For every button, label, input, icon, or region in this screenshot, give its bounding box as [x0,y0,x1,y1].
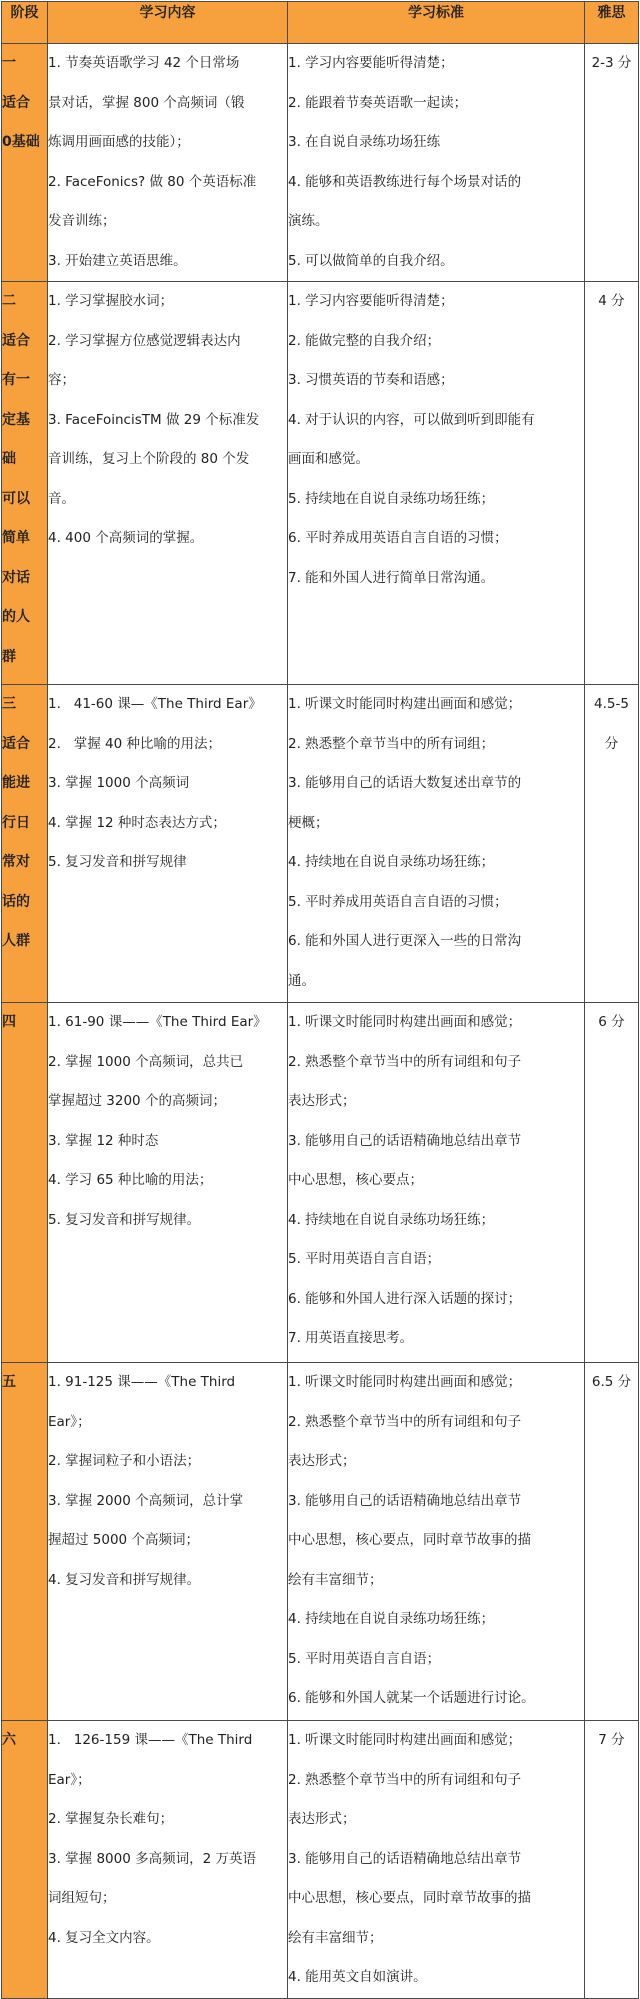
standard-line: 表达形式； [288,1093,356,1109]
content-line: 2. 掌握词粒子和小语法； [48,1453,201,1469]
standard-line: 3. 能够用自己的话语精确地总结出章节 [288,1132,522,1149]
standard-line: 2. 能做完整的自我介绍； [288,332,441,349]
stage-line: 一 [2,55,16,71]
standard-cell [288,282,585,685]
standard-line: 中心思想，核心要点； [288,1172,423,1188]
header-content: 学习内容 [48,2,288,44]
score-cell [585,44,639,282]
standard-line: 4. 持续地在自说自录练功场狂练； [288,1611,495,1627]
stage-line: 础 [2,451,16,467]
table-row [2,1363,639,1721]
standard-line: 3. 能够用自己的话语大数复述出章节的 [288,775,522,791]
score-line: 4 分 [598,293,625,309]
standard-line: 1. 学习内容要能听得清楚； [288,293,454,309]
standard-line: 3. 习惯英语的节奏和语感； [288,372,454,388]
table-row [2,685,639,1003]
content-line: 景对话，掌握 800 个高频词（锻 [48,94,245,111]
standard-line: 7. 能和外国人进行简单日常沟通。 [288,569,495,586]
table-row [2,1721,639,1999]
content-cell [48,44,288,282]
content-cell [48,685,288,1003]
content-line: 4. 400 个高频词的掌握。 [48,530,204,546]
standard-line: 2. 熟悉整个章节当中的所有词组和句子 [288,1771,522,1788]
standard-line: 2. 熟悉整个章节当中的所有词组和句子 [288,1413,522,1430]
curriculum-table [1,1,639,1999]
content-line: 4. 复习全文内容。 [48,1929,160,1946]
content-line: 1. 学习掌握胶水词； [48,293,174,309]
content-line: 3. 开始建立英语思维。 [48,252,187,269]
standard-line: 表达形式； [288,1453,356,1469]
stage-line: 适合 [2,332,30,349]
content-line: 掌握超过 3200 个的高频词； [48,1093,226,1109]
stage-line: 六 [2,1732,16,1748]
content-line: 发音训练； [48,213,116,229]
standard-line: 3. 能够用自己的话语精确地总结出章节 [288,1850,522,1867]
content-line: Ear》； [48,1771,91,1788]
standard-cell [288,685,585,1003]
content-line: 音训练，复习上个阶段的 80 个发 [48,451,250,467]
score-cell [585,685,639,1003]
standard-line: 中心思想，核心要点，同时章节故事的描 [288,1890,531,1906]
content-line: Ear》； [48,1413,91,1430]
standard-line: 梗概； [288,814,329,831]
score-cell [585,1003,639,1363]
standard-line: 4. 持续地在自说自录练功场狂练； [288,1211,495,1228]
stage-line: 三 [2,696,16,712]
stage-line: 的人 [2,609,30,625]
standard-line: 2. 能跟着节奏英语歌一起读； [288,94,468,111]
score-cell [585,282,639,685]
header-stage: 阶段 [2,2,48,44]
content-line: 1. 41-60 课—《The Third Ear》 [48,696,262,712]
content-line: 2. 学习掌握方位感觉逻辑表达内 [48,332,241,349]
stage-line: 适合 [2,94,30,111]
standard-line: 6. 平时养成用英语自言自语的习惯； [288,530,508,546]
score-cell [585,1721,639,1999]
standard-line: 6. 能和外国人进行更深入一些的日常沟 [288,933,522,949]
standard-line: 7. 用英语直接思考。 [288,1330,414,1346]
standard-line: 4. 对于认识的内容，可以做到听到即能有 [288,411,535,428]
stage-line: 对话 [2,569,30,586]
standard-line: 3. 能够用自己的话语精确地总结出章节 [288,1492,522,1509]
standard-line: 1. 听课文时能同时构建出画面和感觉； [288,696,522,712]
table-row [2,282,639,685]
stage-line: 话的 [2,893,30,910]
content-line: 4. 掌握 12 种时态表达方式； [48,814,226,831]
content-line: 3. FaceFoincisTM 做 29 个标准发 [48,411,260,428]
standard-cell [288,44,585,282]
stage-cell [2,1363,48,1721]
stage-line: 可以 [2,490,30,507]
content-line: 词组短句； [48,1890,116,1906]
score-line: 6.5 分 [591,1374,632,1390]
table-row [2,44,639,282]
stage-line: 二 [2,293,16,309]
content-line: 2. FaceFonics? 做 80 个英语标准 [48,173,257,190]
score-cell [585,1363,639,1721]
standard-cell [288,1721,585,1999]
standard-cell [288,1363,585,1721]
stage-line: 行日 [2,814,30,831]
standard-line: 绘有丰富细节； [288,1571,383,1588]
content-line: 3. 掌握 1000 个高频词 [48,775,190,791]
stage-line: 群 [2,648,16,665]
content-line: 5. 复习发音和拼写规律 [48,854,187,870]
content-line: 1. 91-125 课——《The Third [48,1374,236,1390]
standard-line: 2. 熟悉整个章节当中的所有词组和句子 [288,1053,522,1070]
content-line: 2. 掌握 1000 个高频词，总共已 [48,1053,244,1070]
standard-line: 绘有丰富细节； [288,1929,383,1946]
content-line: 容； [48,372,75,388]
stage-cell [2,1003,48,1363]
standard-line: 4. 能够和英语教练进行每个场景对话的 [288,173,522,190]
score-line: 6 分 [598,1014,625,1030]
stage-line: 0基础 [2,134,40,150]
standard-line: 4. 持续地在自说自录练功场狂练； [288,854,495,870]
stage-line: 简单 [2,530,30,546]
stage-line: 四 [2,1014,16,1030]
score-line: 2-3 分 [591,55,632,71]
standard-line: 中心思想，核心要点，同时章节故事的描 [288,1532,531,1548]
header-row [2,2,639,44]
standard-line: 演练。 [288,213,329,229]
content-cell [48,1003,288,1363]
stage-line: 有一 [2,372,30,388]
standard-line: 表达形式； [288,1811,356,1827]
standard-cell [288,1003,585,1363]
stage-cell [2,1721,48,1999]
standard-line: 5. 平时用英语自言自语； [288,1251,441,1267]
standard-line: 1. 听课文时能同时构建出画面和感觉； [288,1014,522,1030]
standard-line: 画面和感觉。 [288,451,369,467]
table-row [2,1003,639,1363]
content-cell [48,1721,288,1999]
stage-cell [2,282,48,685]
stage-line: 五 [2,1374,16,1390]
content-line: 炼调用画面感的技能）； [48,134,190,150]
standard-line: 2. 熟悉整个章节当中的所有词组； [288,735,495,752]
standard-line: 1. 听课文时能同时构建出画面和感觉； [288,1374,522,1390]
header-standard: 学习标准 [288,2,585,44]
stage-cell [2,685,48,1003]
stage-line: 适合 [2,735,30,752]
score-line: 分 [604,735,619,752]
content-line: 2. 掌握 40 种比喻的用法； [48,735,222,752]
stage-line: 人群 [2,933,30,949]
content-line: 4. 学习 65 种比喻的用法； [48,1172,213,1188]
standard-line: 3. 在自说自录练功场狂练 [288,134,441,150]
content-line: 3. 掌握 2000 个高频词，总计掌 [48,1492,244,1509]
content-line: 2. 掌握复杂长难句； [48,1811,174,1827]
content-line: 1. 节奏英语歌学习 42 个日常场 [48,55,240,71]
content-line: 4. 复习发音和拼写规律。 [48,1571,201,1588]
content-line: 音。 [48,490,75,507]
stage-line: 能进 [2,775,30,791]
standard-line: 5. 平时用英语自言自语； [288,1650,441,1667]
standard-line: 通。 [288,972,315,989]
standard-line: 5. 持续地在自说自录练功场狂练； [288,490,495,507]
content-line: 1. 61-90 课——《The Third Ear》 [48,1014,267,1030]
standard-line: 1. 学习内容要能听得清楚； [288,55,454,71]
content-cell [48,1363,288,1721]
standard-line: 5. 可以做简单的自我介绍。 [288,252,454,269]
standard-line: 6. 能够和外国人就某一个话题进行讨论。 [288,1690,535,1706]
score-line: 4.5-5 [594,696,629,712]
standard-line: 5. 平时养成用英语自言自语的习惯； [288,893,508,910]
standard-line: 4. 能用英文自如演讲。 [288,1969,427,1985]
stage-cell [2,44,48,282]
content-line: 3. 掌握 12 种时态 [48,1132,159,1149]
score-line: 7 分 [598,1732,625,1748]
standard-line: 1. 听课文时能同时构建出画面和感觉； [288,1732,522,1748]
stage-line: 常对 [2,854,30,870]
content-line: 握超过 5000 个高频词； [48,1532,199,1548]
stage-line: 定基 [2,411,30,428]
content-line: 5. 复习发音和拼写规律。 [48,1211,201,1228]
content-line: 3. 掌握 8000 多高频词，2 万英语 [48,1850,256,1867]
standard-line: 6. 能够和外国人进行深入话题的探讨； [288,1290,522,1307]
content-line: 1. 126-159 课——《The Third [48,1732,253,1748]
header-ielts: 雅思 [585,2,639,44]
content-cell [48,282,288,685]
